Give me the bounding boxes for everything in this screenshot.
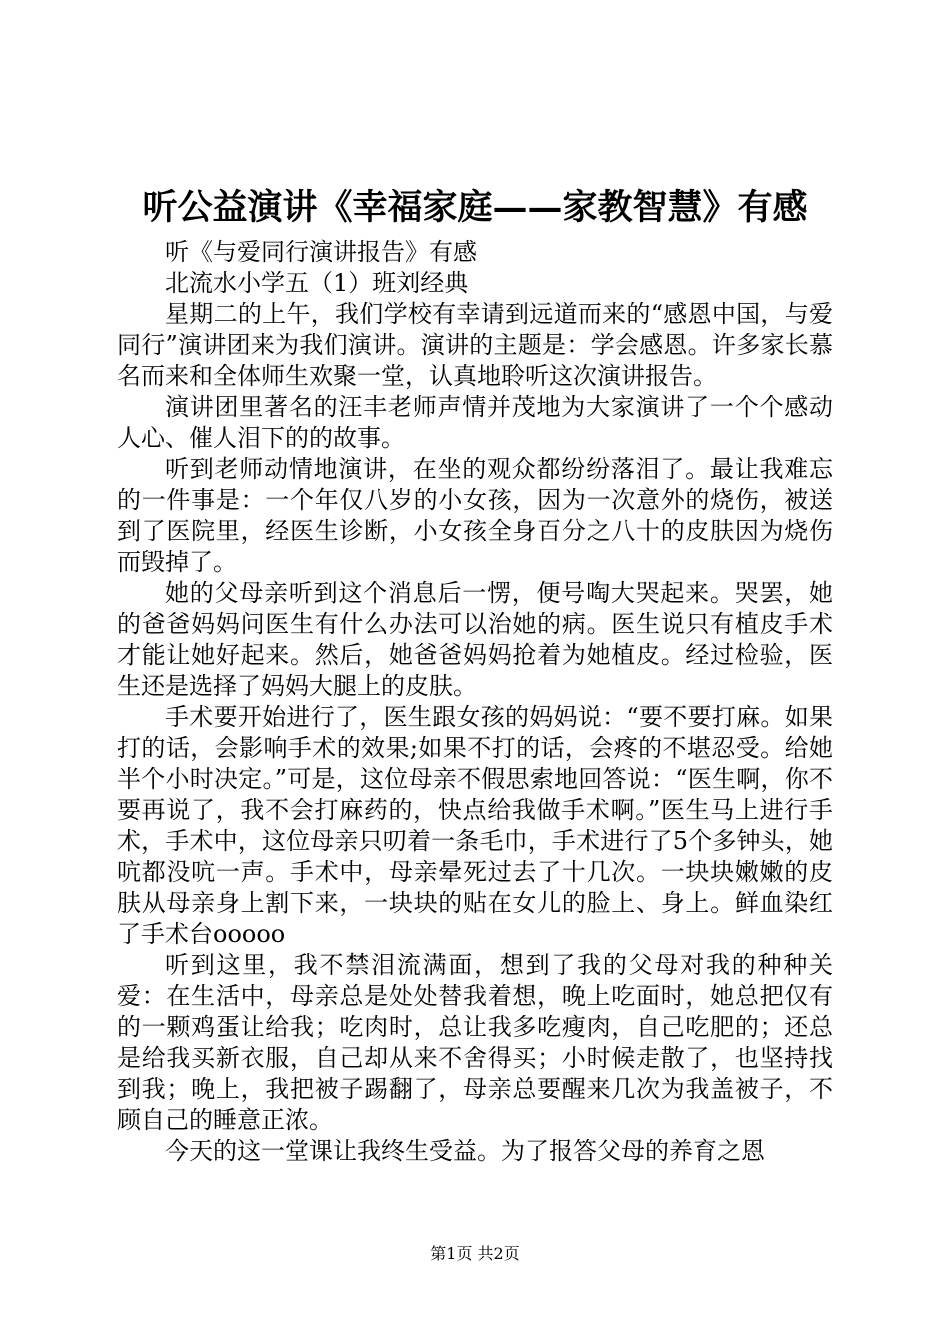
paragraph: 演讲团里著名的汪丰老师声情并茂地为大家演讲了一个个感动人心、催人泪下的的故事。 (117, 393, 833, 452)
paragraph: 今天的这一堂课让我终生受益。为了报答父母的养育之恩 (165, 1137, 765, 1165)
document-title: 听公益演讲《幸福家庭——家教智慧》有感 (142, 187, 808, 228)
subtitle-line: 听《与爱同行演讲报告》有感 (165, 238, 477, 266)
paragraph: 她的父母亲听到这个消息后一愣，便号啕大哭起来。哭罢，她的爸爸妈妈问医生有什么办法可以治她的病。医生说只有植皮手术才能让她好起来。然后，她爸爸妈妈抢着为她植皮。经过检验，医生还是选择了妈妈大腿上的皮肤。 (117, 579, 833, 700)
page-number: 第1页 共2页 (430, 1244, 520, 1263)
document-body (117, 237, 833, 1167)
author-line: 北流水小学五（1）班刘经典 (165, 269, 469, 297)
paragraph: 手术要开始进行了，医生跟女孩的妈妈说：“要不要打麻。如果打的话，会影响手术的效果;如果不打的话，会疼的不堪忍受。给她半个小时决定。”可是，这位母亲不假思索地回答说：“医生啊，你不要再说了，我不会打麻药的，快点给我做手术啊。”医生马上进行手术，手术中，这位母亲只叨着一条毛巾，手术进行了5个多钟头，她吭都没吭一声。手术中，母亲晕死过去了十几次。一块块嫩嫩的皮肤从母亲身上割下来，一块块的贴在女儿的脸上、身上。鲜血染红了手术台ooooo (117, 703, 833, 948)
paragraph: 听到老师动情地演讲，在坐的观众都纷纷落泪了。最让我难忘的一件事是：一个年仅八岁的小女孩，因为一次意外的烧伤，被送到了医院里，经医生诊断，小女孩全身百分之八十的皮肤因为烧伤而毁掉了。 (117, 455, 833, 576)
paragraph: 听到这里，我不禁泪流满面，想到了我的父母对我的种种关爱：在生活中，母亲总是处处替我着想，晚上吃面时，她总把仅有的一颗鸡蛋让给我；吃肉时，总让我多吃瘦肉，自己吃肥的；还总是给我买新衣服，自己却从来不舍得买；小时候走散了，也坚持找到我；晚上，我把被子踢翻了，母亲总要醒来几次为我盖被子，不顾自己的睡意正浓。 (117, 951, 833, 1134)
paragraph: 星期二的上午，我们学校有幸请到远道而来的“感恩中国，与爱同行”演讲团来为我们演讲。演讲的主题是：学会感恩。许多家长慕名而来和全体师生欢聚一堂，认真地聆听这次演讲报告。 (117, 300, 833, 390)
